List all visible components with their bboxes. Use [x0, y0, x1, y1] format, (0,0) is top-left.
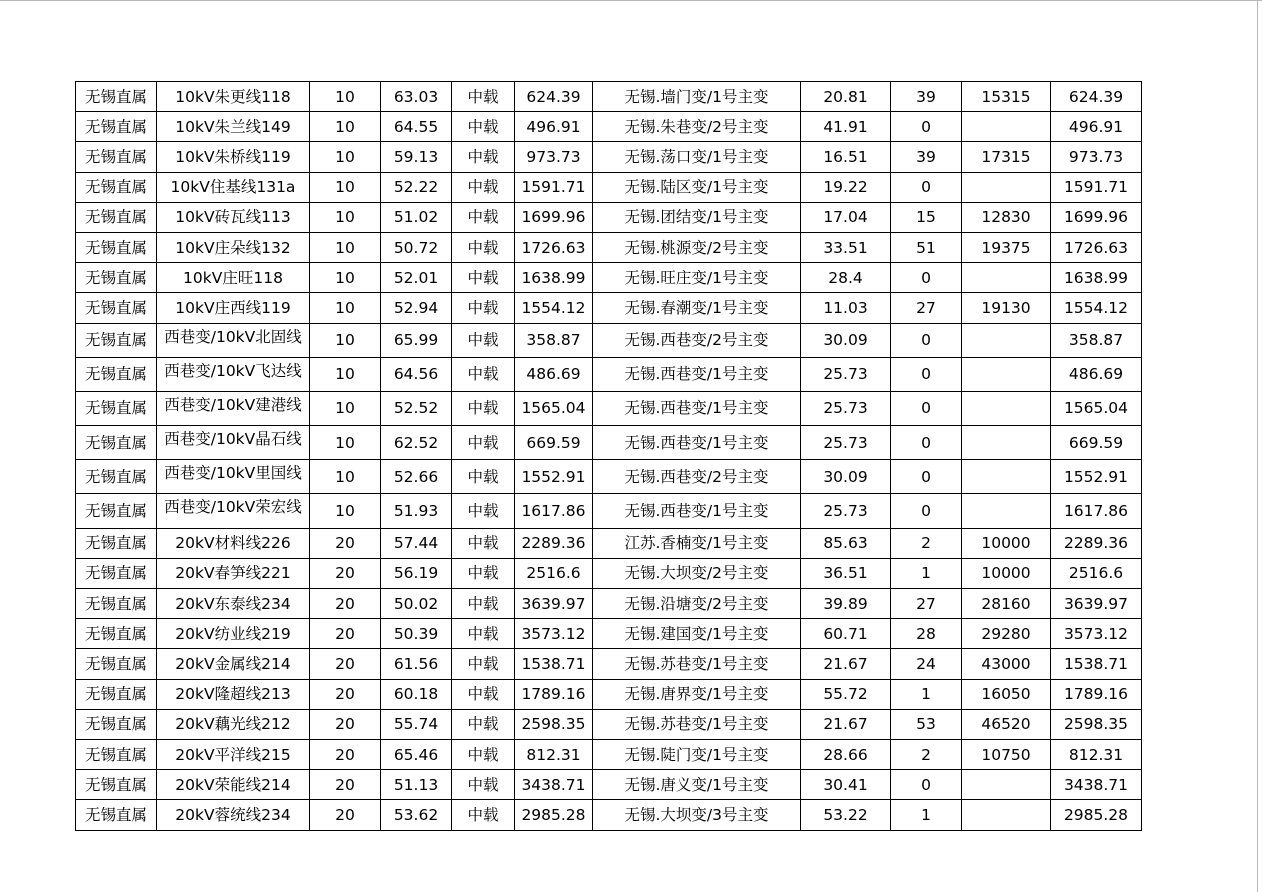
table-cell	[962, 494, 1051, 528]
table-cell: 51.93	[381, 494, 452, 528]
table-cell: 46520	[962, 709, 1051, 739]
table-cell: 无锡.西巷变/1号主变	[593, 494, 801, 528]
table-cell: 1591.71	[515, 172, 593, 202]
feeder-load-table	[75, 81, 1142, 831]
table-cell: 3639.97	[1051, 589, 1142, 619]
table-cell: 27	[891, 293, 962, 323]
table-cell: 56.19	[381, 558, 452, 588]
table-cell: 30.41	[801, 770, 891, 800]
table-cell: 中载	[452, 293, 515, 323]
table-cell: 57.44	[381, 528, 452, 558]
table-cell: 2289.36	[1051, 528, 1142, 558]
table-cell: 64.56	[381, 357, 452, 391]
table-cell: 10	[310, 460, 381, 494]
table-cell-text: 西巷变/10kV建港线	[164, 395, 302, 414]
table-cell: 15315	[962, 82, 1051, 112]
table-cell: 无锡.西巷变/1号主变	[593, 357, 801, 391]
table-cell: 10	[310, 142, 381, 172]
table-cell: 20kV蓉统线234	[157, 800, 310, 830]
table-cell: 20	[310, 800, 381, 830]
table-cell: 无锡.苏巷变/1号主变	[593, 709, 801, 739]
table-cell: 无锡直属	[76, 172, 157, 202]
table-cell: 62.52	[381, 426, 452, 460]
table-cell: 20kV纺业线219	[157, 619, 310, 649]
table-cell	[962, 770, 1051, 800]
table-cell-text: 西巷变/10kV晶石线	[164, 430, 302, 449]
page-right-border	[1257, 0, 1258, 892]
table-cell: 2	[891, 528, 962, 558]
table-cell: 无锡直属	[76, 202, 157, 232]
table-cell: 20kV隆超线213	[157, 679, 310, 709]
table-cell: 中载	[452, 800, 515, 830]
table-cell: 20	[310, 739, 381, 769]
table-cell: 10	[310, 172, 381, 202]
table-cell: 中载	[452, 142, 515, 172]
table-cell: 无锡.西巷变/1号主变	[593, 426, 801, 460]
table-cell: 2516.6	[515, 558, 593, 588]
table-cell: 无锡直属	[76, 709, 157, 739]
table-cell: 3573.12	[1051, 619, 1142, 649]
table-cell: 17.04	[801, 202, 891, 232]
table-cell	[157, 426, 310, 460]
table-cell	[157, 357, 310, 391]
table-cell: 486.69	[515, 357, 593, 391]
table-cell: 无锡.唐义变/1号主变	[593, 770, 801, 800]
table-cell	[962, 112, 1051, 142]
table-cell: 无锡.朱巷变/2号主变	[593, 112, 801, 142]
table-cell: 中载	[452, 589, 515, 619]
table-cell: 17315	[962, 142, 1051, 172]
table-cell	[962, 460, 1051, 494]
table-cell: 中载	[452, 112, 515, 142]
table-cell: 1638.99	[515, 263, 593, 293]
table-cell: 无锡直属	[76, 112, 157, 142]
table-cell: 中载	[452, 172, 515, 202]
table-cell: 10kV庄朵线132	[157, 232, 310, 262]
table-cell: 2598.35	[1051, 709, 1142, 739]
table-cell: 1554.12	[1051, 293, 1142, 323]
table-cell: 无锡直属	[76, 739, 157, 769]
table-cell: 2985.28	[1051, 800, 1142, 830]
table-cell: 973.73	[1051, 142, 1142, 172]
table-cell: 52.22	[381, 172, 452, 202]
table-cell: 0	[891, 391, 962, 425]
table-cell: 24	[891, 649, 962, 679]
table-cell: 60.18	[381, 679, 452, 709]
table-cell: 36.51	[801, 558, 891, 588]
table-cell: 无锡.团结变/1号主变	[593, 202, 801, 232]
table-cell: 25.73	[801, 426, 891, 460]
table-cell: 无锡.陆区变/1号主变	[593, 172, 801, 202]
table-cell: 2	[891, 739, 962, 769]
table-cell: 12830	[962, 202, 1051, 232]
table-cell: 59.13	[381, 142, 452, 172]
table-cell: 无锡.建国变/1号主变	[593, 619, 801, 649]
table-cell: 20kV荣能线214	[157, 770, 310, 800]
table-cell: 3573.12	[515, 619, 593, 649]
table-cell: 无锡直属	[76, 460, 157, 494]
table-row	[76, 357, 1142, 391]
table-cell: 3639.97	[515, 589, 593, 619]
table-cell: 0	[891, 494, 962, 528]
table-row	[76, 172, 1142, 202]
table-cell: 10kV朱更线118	[157, 82, 310, 112]
table-cell: 1538.71	[515, 649, 593, 679]
table-cell: 无锡.西巷变/1号主变	[593, 391, 801, 425]
table-cell: 无锡.大坝变/2号主变	[593, 558, 801, 588]
table-cell: 1699.96	[515, 202, 593, 232]
table-cell: 2985.28	[515, 800, 593, 830]
table-row	[76, 589, 1142, 619]
table-cell: 无锡.苏巷变/1号主变	[593, 649, 801, 679]
table-cell: 29280	[962, 619, 1051, 649]
table-row	[76, 709, 1142, 739]
table-row	[76, 142, 1142, 172]
table-cell: 无锡直属	[76, 391, 157, 425]
table-cell: 21.67	[801, 709, 891, 739]
table-cell: 1591.71	[1051, 172, 1142, 202]
table-cell: 20.81	[801, 82, 891, 112]
table-cell: 51.02	[381, 202, 452, 232]
table-row	[76, 323, 1142, 357]
table-cell: 无锡直属	[76, 323, 157, 357]
table-cell: 0	[891, 263, 962, 293]
table-cell: 20	[310, 679, 381, 709]
table-cell: 27	[891, 589, 962, 619]
table-cell: 20	[310, 589, 381, 619]
table-cell: 53.22	[801, 800, 891, 830]
table-cell: 20	[310, 528, 381, 558]
table-cell: 无锡直属	[76, 293, 157, 323]
table-cell: 0	[891, 770, 962, 800]
table-cell: 28.66	[801, 739, 891, 769]
table-cell: 中载	[452, 232, 515, 262]
table-row	[76, 558, 1142, 588]
table-cell: 496.91	[515, 112, 593, 142]
table-cell: 624.39	[1051, 82, 1142, 112]
table-cell: 20	[310, 619, 381, 649]
table-cell: 10kV住基线131a	[157, 172, 310, 202]
table-cell: 624.39	[515, 82, 593, 112]
table-cell: 2516.6	[1051, 558, 1142, 588]
table-cell: 10kV庄西线119	[157, 293, 310, 323]
table-cell: 无锡直属	[76, 232, 157, 262]
table-cell: 无锡.西巷变/2号主变	[593, 460, 801, 494]
table-cell: 1	[891, 679, 962, 709]
table-cell: 63.03	[381, 82, 452, 112]
table-cell: 60.71	[801, 619, 891, 649]
table-cell: 19130	[962, 293, 1051, 323]
table-cell: 10kV庄旺118	[157, 263, 310, 293]
table-cell: 25.73	[801, 391, 891, 425]
table-row	[76, 679, 1142, 709]
table-cell: 20kV东泰线234	[157, 589, 310, 619]
table-cell: 无锡直属	[76, 800, 157, 830]
table-cell: 52.66	[381, 460, 452, 494]
table-cell: 20	[310, 770, 381, 800]
table-cell	[157, 323, 310, 357]
table-cell: 16050	[962, 679, 1051, 709]
table-cell: 3438.71	[515, 770, 593, 800]
table-cell: 0	[891, 172, 962, 202]
table-row	[76, 460, 1142, 494]
table-row	[76, 82, 1142, 112]
table-cell: 1552.91	[1051, 460, 1142, 494]
table-cell: 0	[891, 112, 962, 142]
table-cell: 51	[891, 232, 962, 262]
table-cell: 10	[310, 263, 381, 293]
table-cell: 无锡.旺庄变/1号主变	[593, 263, 801, 293]
table-cell: 10	[310, 426, 381, 460]
table-cell: 中载	[452, 357, 515, 391]
table-cell: 10kV砖瓦线113	[157, 202, 310, 232]
table-cell: 20kV春笋线221	[157, 558, 310, 588]
table-cell: 中载	[452, 494, 515, 528]
table-cell: 1699.96	[1051, 202, 1142, 232]
table-cell: 中载	[452, 391, 515, 425]
table-cell: 20kV材料线226	[157, 528, 310, 558]
table-cell	[962, 263, 1051, 293]
table-cell: 0	[891, 460, 962, 494]
table-cell: 50.02	[381, 589, 452, 619]
table-cell: 358.87	[1051, 323, 1142, 357]
table-cell: 无锡直属	[76, 263, 157, 293]
table-cell: 无锡直属	[76, 494, 157, 528]
table-cell: 无锡直属	[76, 558, 157, 588]
table-cell: 1554.12	[515, 293, 593, 323]
table-cell: 53.62	[381, 800, 452, 830]
table-cell: 50.39	[381, 619, 452, 649]
table-cell: 无锡直属	[76, 649, 157, 679]
table-cell: 中载	[452, 558, 515, 588]
table-cell: 28	[891, 619, 962, 649]
table-cell: 中载	[452, 770, 515, 800]
table-cell: 64.55	[381, 112, 452, 142]
table-cell: 0	[891, 426, 962, 460]
table-cell: 1565.04	[515, 391, 593, 425]
table-cell-text: 西巷变/10kV荣宏线	[164, 498, 302, 517]
table-row	[76, 800, 1142, 830]
table-cell	[157, 460, 310, 494]
table-cell: 20kV藕光线212	[157, 709, 310, 739]
table-cell: 中载	[452, 460, 515, 494]
table-cell: 3438.71	[1051, 770, 1142, 800]
table-row	[76, 202, 1142, 232]
table-cell: 669.59	[515, 426, 593, 460]
table-cell	[962, 357, 1051, 391]
table-cell: 0	[891, 357, 962, 391]
table-cell	[962, 426, 1051, 460]
table-row	[76, 112, 1142, 142]
table-cell	[962, 172, 1051, 202]
table-cell: 61.56	[381, 649, 452, 679]
page-top-border	[0, 0, 1262, 1]
table-cell: 33.51	[801, 232, 891, 262]
table-cell: 1617.86	[1051, 494, 1142, 528]
table-cell: 无锡直属	[76, 619, 157, 649]
table-cell: 1	[891, 558, 962, 588]
table-cell: 19375	[962, 232, 1051, 262]
table-cell: 10000	[962, 558, 1051, 588]
table-cell: 11.03	[801, 293, 891, 323]
table-cell: 无锡直属	[76, 357, 157, 391]
table-cell: 中载	[452, 202, 515, 232]
table-cell: 无锡.西巷变/2号主变	[593, 323, 801, 357]
table-cell: 973.73	[515, 142, 593, 172]
table-cell: 中载	[452, 528, 515, 558]
table-cell: 15	[891, 202, 962, 232]
table-cell: 中载	[452, 82, 515, 112]
table-cell: 10750	[962, 739, 1051, 769]
table-cell: 1565.04	[1051, 391, 1142, 425]
table-cell: 1552.91	[515, 460, 593, 494]
table-cell: 28160	[962, 589, 1051, 619]
table-cell: 1789.16	[515, 679, 593, 709]
table-cell: 无锡直属	[76, 82, 157, 112]
table-cell: 496.91	[1051, 112, 1142, 142]
table-cell: 无锡直属	[76, 528, 157, 558]
table-cell: 20	[310, 709, 381, 739]
table-cell: 无锡直属	[76, 770, 157, 800]
table-cell: 无锡直属	[76, 142, 157, 172]
table-cell	[962, 323, 1051, 357]
table-cell: 无锡.沿塘变/2号主变	[593, 589, 801, 619]
table-cell: 10	[310, 112, 381, 142]
table-cell: 无锡.春潮变/1号主变	[593, 293, 801, 323]
table-cell	[157, 494, 310, 528]
table-cell	[962, 800, 1051, 830]
table-cell: 10kV朱兰线149	[157, 112, 310, 142]
table-cell: 无锡.陡门变/1号主变	[593, 739, 801, 769]
table-cell: 中载	[452, 649, 515, 679]
table-cell: 中载	[452, 679, 515, 709]
table-row	[76, 649, 1142, 679]
table-cell: 55.74	[381, 709, 452, 739]
table-cell: 中载	[452, 619, 515, 649]
table-cell: 1	[891, 800, 962, 830]
table-cell: 52.52	[381, 391, 452, 425]
table-cell: 486.69	[1051, 357, 1142, 391]
table-cell: 10000	[962, 528, 1051, 558]
table-cell: 28.4	[801, 263, 891, 293]
table-cell: 2598.35	[515, 709, 593, 739]
table-cell: 50.72	[381, 232, 452, 262]
table-row	[76, 263, 1142, 293]
table-cell: 1617.86	[515, 494, 593, 528]
table-cell: 669.59	[1051, 426, 1142, 460]
table-cell: 1726.63	[1051, 232, 1142, 262]
table-cell: 1726.63	[515, 232, 593, 262]
table-cell-text: 西巷变/10kV北固线	[164, 327, 302, 346]
table-row	[76, 619, 1142, 649]
table-row	[76, 391, 1142, 425]
table-cell: 10kV朱桥线119	[157, 142, 310, 172]
table-cell: 20kV金属线214	[157, 649, 310, 679]
table-cell: 55.72	[801, 679, 891, 709]
table-cell: 中载	[452, 739, 515, 769]
table-cell-text: 西巷变/10kV飞达线	[164, 361, 302, 380]
table-cell: 19.22	[801, 172, 891, 202]
table-row	[76, 739, 1142, 769]
table-cell: 无锡.唐界变/1号主变	[593, 679, 801, 709]
table-cell: 39	[891, 142, 962, 172]
table-cell-text: 西巷变/10kV里国线	[164, 464, 302, 483]
table-cell: 10	[310, 494, 381, 528]
table-cell: 358.87	[515, 323, 593, 357]
table-cell: 30.09	[801, 323, 891, 357]
table-cell: 2289.36	[515, 528, 593, 558]
table-cell: 无锡.大坝变/3号主变	[593, 800, 801, 830]
table-cell: 10	[310, 357, 381, 391]
table-cell: 52.01	[381, 263, 452, 293]
table-cell: 51.13	[381, 770, 452, 800]
table-cell: 43000	[962, 649, 1051, 679]
table-cell: 无锡直属	[76, 426, 157, 460]
table-cell: 无锡.桃源变/2号主变	[593, 232, 801, 262]
table-row	[76, 494, 1142, 528]
table-cell: 10	[310, 391, 381, 425]
table-cell: 25.73	[801, 357, 891, 391]
table-cell: 30.09	[801, 460, 891, 494]
table-row	[76, 426, 1142, 460]
table-cell: 中载	[452, 426, 515, 460]
table-cell: 20	[310, 558, 381, 588]
table-cell: 39	[891, 82, 962, 112]
table-cell: 10	[310, 323, 381, 357]
table-cell: 无锡.荡口变/1号主变	[593, 142, 801, 172]
table-cell: 39.89	[801, 589, 891, 619]
table-row	[76, 770, 1142, 800]
table-cell: 65.99	[381, 323, 452, 357]
table-cell: 10	[310, 82, 381, 112]
table-row	[76, 232, 1142, 262]
table-cell: 41.91	[801, 112, 891, 142]
table-cell: 53	[891, 709, 962, 739]
table-row	[76, 528, 1142, 558]
table-cell: 中载	[452, 323, 515, 357]
table-cell: 20	[310, 649, 381, 679]
table-cell: 812.31	[1051, 739, 1142, 769]
table-cell: 25.73	[801, 494, 891, 528]
table-cell: 中载	[452, 263, 515, 293]
table-cell: 中载	[452, 709, 515, 739]
table-row	[76, 293, 1142, 323]
table-cell: 0	[891, 323, 962, 357]
table-body	[76, 82, 1142, 831]
table-cell: 21.67	[801, 649, 891, 679]
table-cell: 16.51	[801, 142, 891, 172]
table-cell: 江苏.香楠变/1号主变	[593, 528, 801, 558]
table-cell: 10	[310, 293, 381, 323]
table-cell: 812.31	[515, 739, 593, 769]
table-cell: 20kV平洋线215	[157, 739, 310, 769]
table-cell	[157, 391, 310, 425]
table-cell: 10	[310, 202, 381, 232]
table-cell: 1789.16	[1051, 679, 1142, 709]
table-cell: 1638.99	[1051, 263, 1142, 293]
table-cell: 无锡直属	[76, 679, 157, 709]
table-cell	[962, 391, 1051, 425]
table-cell: 无锡.墙门变/1号主变	[593, 82, 801, 112]
table-cell: 10	[310, 232, 381, 262]
table-cell: 65.46	[381, 739, 452, 769]
table-cell: 1538.71	[1051, 649, 1142, 679]
table-cell: 52.94	[381, 293, 452, 323]
table-cell: 85.63	[801, 528, 891, 558]
table-cell: 无锡直属	[76, 589, 157, 619]
